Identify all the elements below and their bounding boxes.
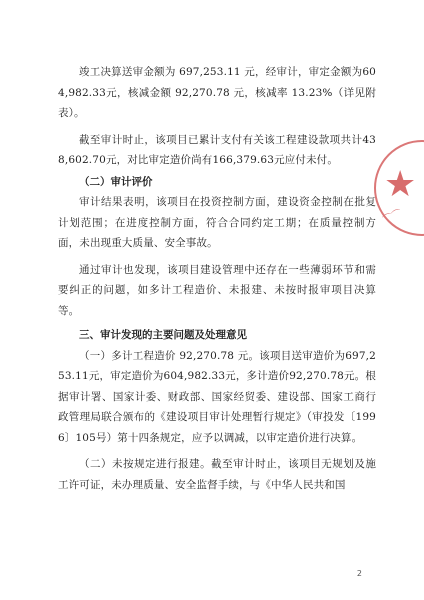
official-seal-stamp bbox=[374, 140, 424, 236]
section-heading-main-issues: 三、审计发现的主要问题及处理意见 bbox=[79, 329, 247, 341]
paragraph-weaknesses: 通过审计也发现，该项目建设管理中还存在一些薄弱环节和需要纠正的问题，如多计工程造价、未报建、未按时报审项目决算等。 bbox=[58, 263, 376, 317]
seal-text-fragment: ⌒⌒ bbox=[381, 208, 405, 227]
subheading-audit-evaluation: （二）审计评价 bbox=[79, 175, 153, 188]
paragraph-issue-no-registration: （二）未按规定进行报建。截至审计时止，该项目无规划及施工许可证，未办理质量、安全监督手续，与《中华人民共和国 bbox=[58, 458, 376, 491]
paragraph-issue-overcharge: （一）多计工程造价 92,270.78 元。该项目送审造价为697,253.11元，审定造价为604,982.33元，多计造价92,270.78元。根据审计署、国家计委、财政部、国家经贸委、建设部、国家工商行政管理局联合颁布的《建设项目审计处理暂行规定》（审投发〔1996〕105号）第十四条规定，应予以调减，以审定造价进行决算。 bbox=[58, 349, 376, 444]
paragraph-payment-status: 截至审计时止，该项目已累计支付有关该工程建设款项共计438,602.70元，对比审定造价尚有166,379.63元应付未付。 bbox=[58, 133, 376, 166]
paragraph-evaluation-results: 审计结果表明，该项目在投资控制方面，建设资金控制在批复计划范围；在进度控制方面，符合合同约定工期；在质量控制方面，未出现重大质量、安全事故。 bbox=[58, 196, 376, 249]
paragraph-audit-amount: 竣工决算送审金额为 697,253.11 元，经审计，审定金额为604,982.33元，核减金额 92,270.78 元，核减率 13.23%（详见附表）。 bbox=[58, 66, 376, 119]
document-body bbox=[58, 62, 376, 495]
page-number: 2 bbox=[356, 569, 362, 578]
seal-star-icon: ★ bbox=[384, 164, 417, 205]
